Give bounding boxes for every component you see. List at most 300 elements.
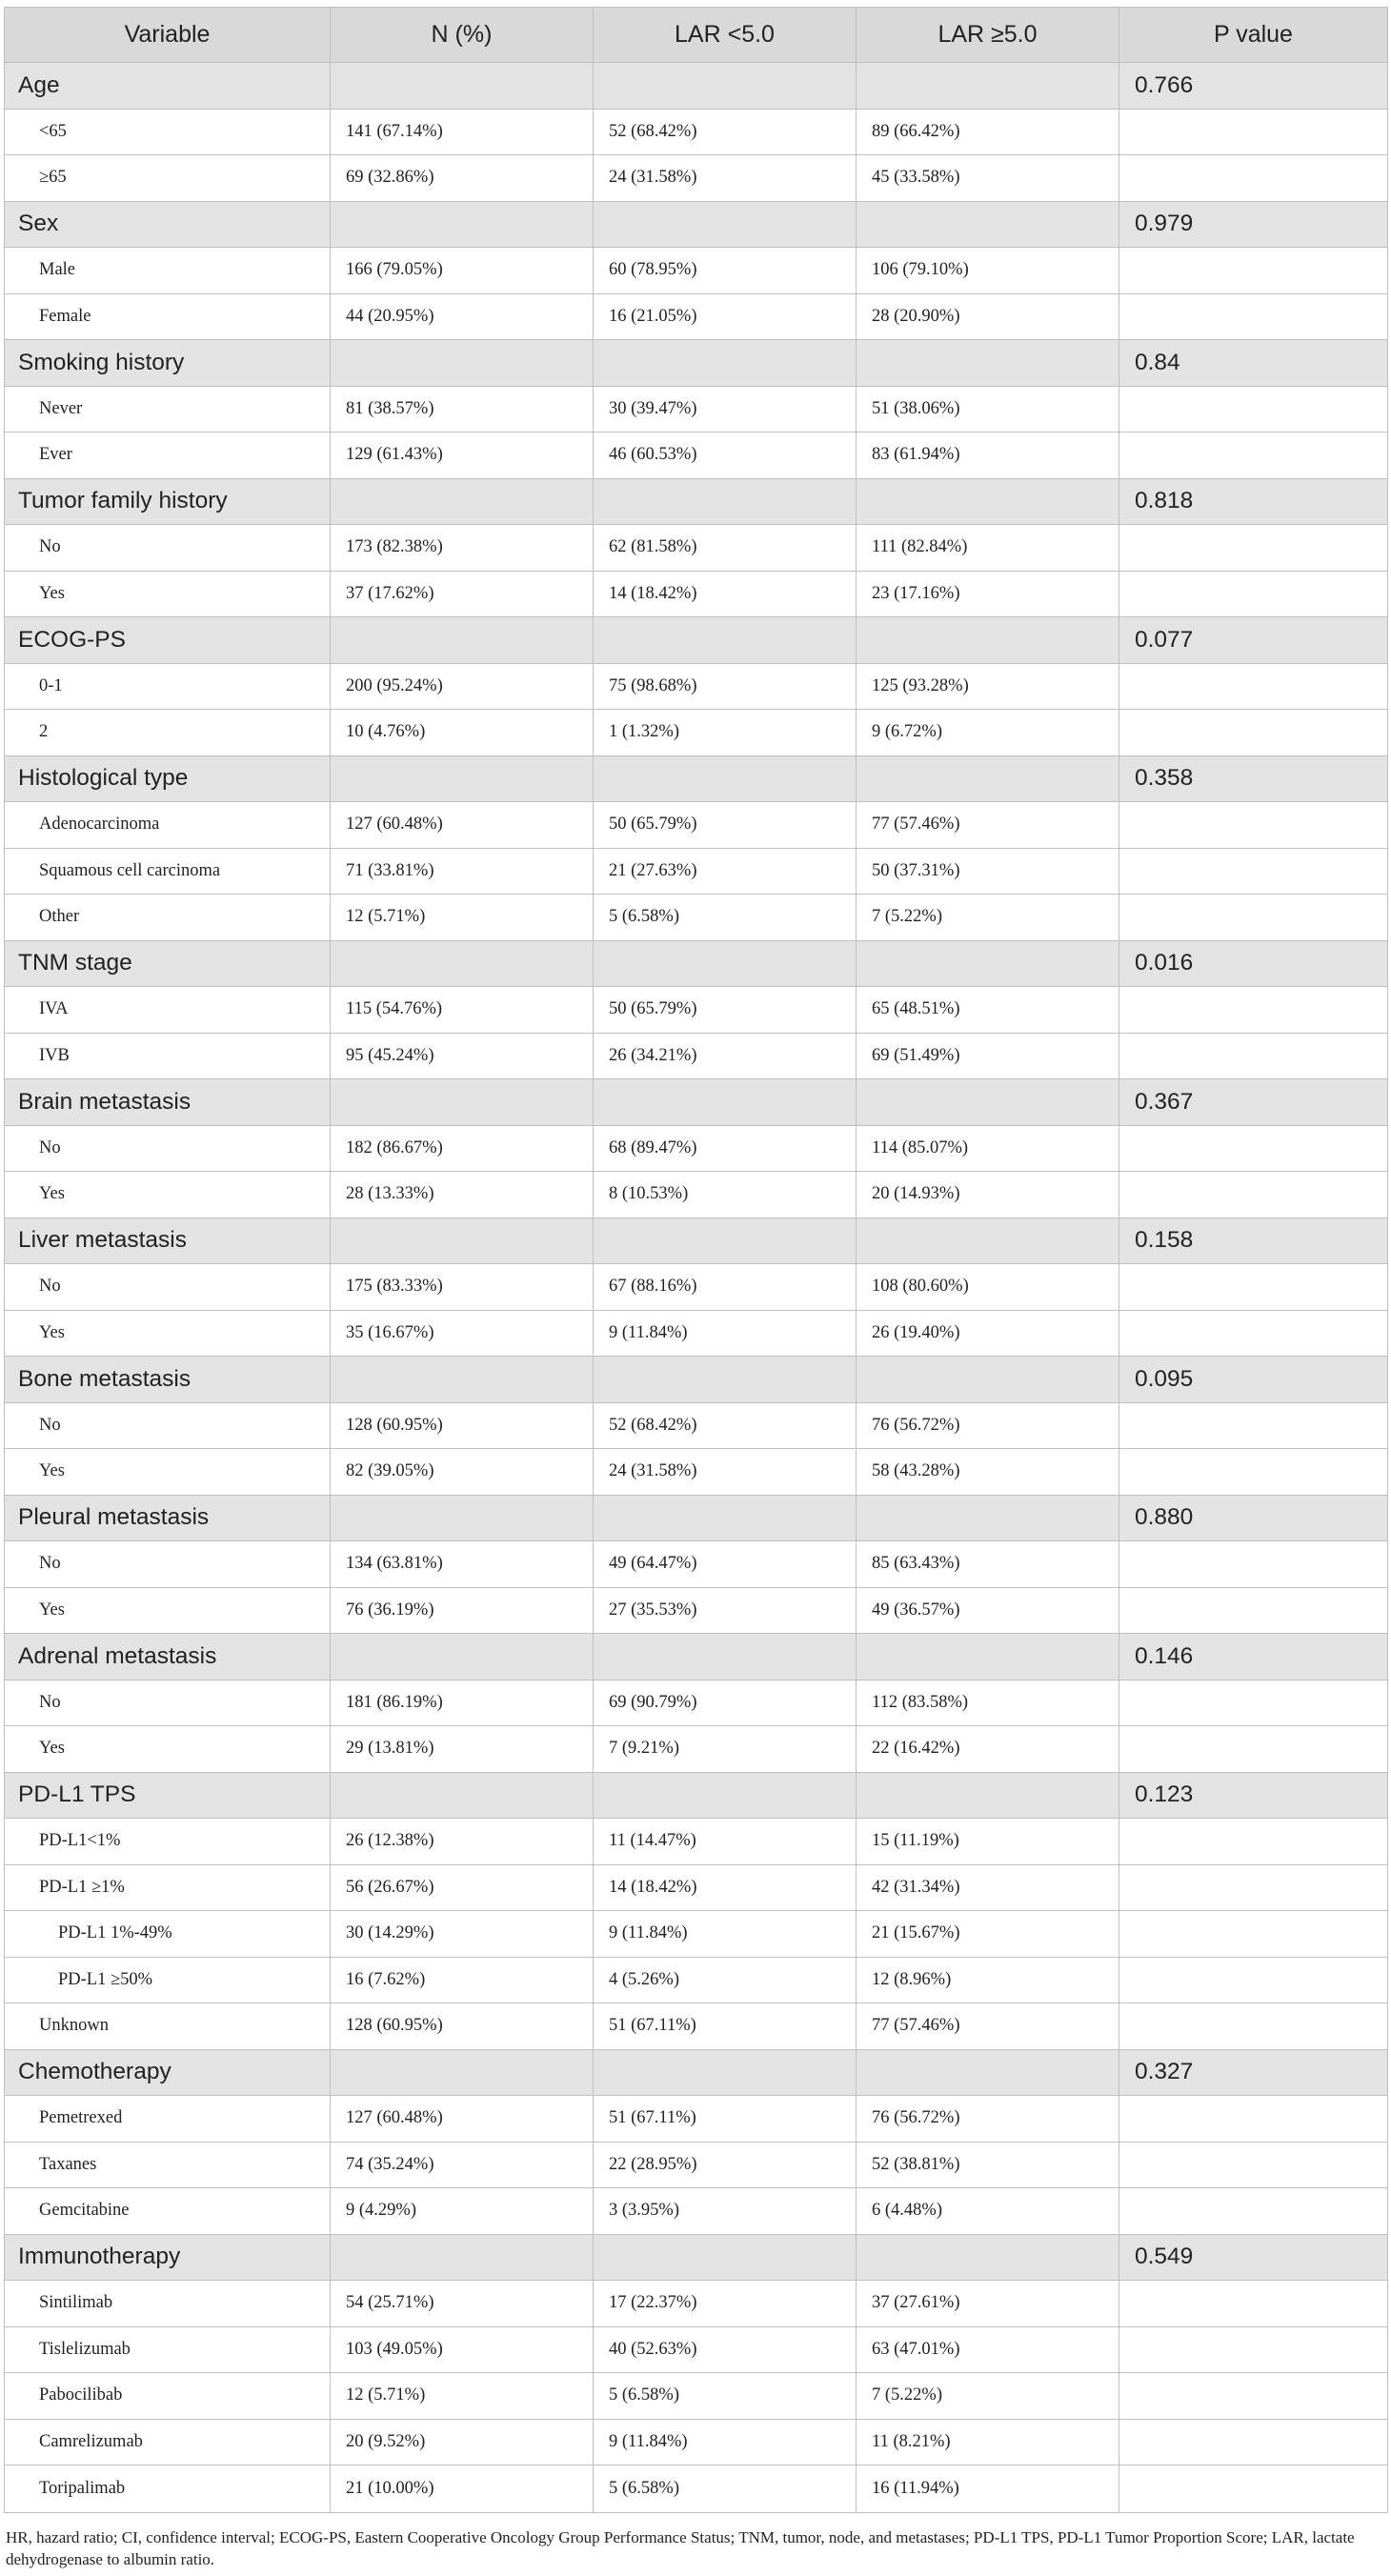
category-p-value: 0.358 <box>1119 755 1388 802</box>
row-n-percent: 56 (26.67%) <box>331 1864 594 1911</box>
row-p-value <box>1119 663 1388 710</box>
row-lar-low: 69 (90.79%) <box>594 1680 857 1726</box>
table-row <box>5 386 1388 433</box>
row-lar-high: 45 (33.58%) <box>857 155 1119 202</box>
row-label: PD-L1<1% <box>5 1819 331 1865</box>
row-label: Yes <box>5 1726 331 1773</box>
row-p-value <box>1119 1449 1388 1496</box>
row-label: IVB <box>5 1033 331 1079</box>
row-n-percent: 200 (95.24%) <box>331 663 594 710</box>
category-lar-high-cell <box>857 1357 1119 1403</box>
category-lar-high-cell <box>857 755 1119 802</box>
row-label: Camrelizumab <box>5 2419 331 2465</box>
category-n-cell <box>331 1634 594 1680</box>
row-label: Sintilimab <box>5 2281 331 2327</box>
row-p-value <box>1119 1957 1388 2003</box>
row-p-value <box>1119 386 1388 433</box>
table-row <box>5 2003 1388 2050</box>
category-row <box>5 478 1388 525</box>
row-lar-high: 83 (61.94%) <box>857 433 1119 479</box>
table-row <box>5 1911 1388 1958</box>
row-n-percent: 175 (83.33%) <box>331 1264 594 1311</box>
header-lar-high: LAR ≥5.0 <box>857 8 1119 63</box>
category-p-value: 0.123 <box>1119 1772 1388 1819</box>
table-row <box>5 1033 1388 1079</box>
category-row <box>5 63 1388 110</box>
row-label: Other <box>5 895 331 941</box>
category-lar-low-cell <box>594 1495 857 1541</box>
table-body <box>5 63 1388 2513</box>
table-row <box>5 1125 1388 1172</box>
row-label: Yes <box>5 1310 331 1357</box>
row-n-percent: 95 (45.24%) <box>331 1033 594 1079</box>
category-n-cell <box>331 1218 594 1264</box>
category-p-value: 0.327 <box>1119 2049 1388 2096</box>
category-n-cell <box>331 1772 594 1819</box>
row-lar-high: 42 (31.34%) <box>857 1864 1119 1911</box>
row-label: Male <box>5 248 331 294</box>
header-variable: Variable <box>5 8 331 63</box>
row-n-percent: 127 (60.48%) <box>331 2096 594 2143</box>
row-lar-high: 108 (80.60%) <box>857 1264 1119 1311</box>
row-n-percent: 35 (16.67%) <box>331 1310 594 1357</box>
row-label: Gemcitabine <box>5 2188 331 2235</box>
row-label: Ever <box>5 433 331 479</box>
row-n-percent: 128 (60.95%) <box>331 2003 594 2050</box>
row-n-percent: 141 (67.14%) <box>331 109 594 155</box>
row-p-value <box>1119 293 1388 340</box>
row-lar-low: 14 (18.42%) <box>594 571 857 617</box>
table-row <box>5 1402 1388 1449</box>
category-lar-low-cell <box>594 1079 857 1126</box>
row-n-percent: 76 (36.19%) <box>331 1587 594 1634</box>
row-n-percent: 127 (60.48%) <box>331 802 594 849</box>
category-n-cell <box>331 478 594 525</box>
row-p-value <box>1119 848 1388 895</box>
category-row <box>5 617 1388 664</box>
row-lar-low: 68 (89.47%) <box>594 1125 857 1172</box>
category-n-cell <box>331 2049 594 2096</box>
row-lar-high: 52 (38.81%) <box>857 2142 1119 2188</box>
row-lar-high: 85 (63.43%) <box>857 1541 1119 1588</box>
category-p-value: 0.146 <box>1119 1634 1388 1680</box>
category-lar-high-cell <box>857 63 1119 110</box>
category-lar-low-cell <box>594 1357 857 1403</box>
row-lar-low: 49 (64.47%) <box>594 1541 857 1588</box>
row-p-value <box>1119 1402 1388 1449</box>
header-lar-low: LAR <5.0 <box>594 8 857 63</box>
table-row <box>5 1726 1388 1773</box>
row-n-percent: 103 (49.05%) <box>331 2326 594 2373</box>
category-lar-low-cell <box>594 617 857 664</box>
row-p-value <box>1119 2188 1388 2235</box>
category-lar-low-cell <box>594 755 857 802</box>
row-lar-low: 22 (28.95%) <box>594 2142 857 2188</box>
row-label: ≥65 <box>5 155 331 202</box>
row-p-value <box>1119 1911 1388 1958</box>
table-row <box>5 2326 1388 2373</box>
table-row <box>5 2419 1388 2465</box>
category-p-value: 0.367 <box>1119 1079 1388 1126</box>
row-lar-low: 51 (67.11%) <box>594 2003 857 2050</box>
category-lar-high-cell <box>857 478 1119 525</box>
row-n-percent: 181 (86.19%) <box>331 1680 594 1726</box>
category-p-value: 0.880 <box>1119 1495 1388 1541</box>
table-row <box>5 293 1388 340</box>
category-n-cell <box>331 340 594 387</box>
row-lar-low: 50 (65.79%) <box>594 802 857 849</box>
row-lar-low: 60 (78.95%) <box>594 248 857 294</box>
category-p-value: 0.84 <box>1119 340 1388 387</box>
row-n-percent: 10 (4.76%) <box>331 710 594 756</box>
category-lar-low-cell <box>594 201 857 248</box>
row-lar-low: 50 (65.79%) <box>594 987 857 1034</box>
table-row <box>5 2188 1388 2235</box>
row-p-value <box>1119 710 1388 756</box>
row-lar-low: 26 (34.21%) <box>594 1033 857 1079</box>
row-n-percent: 69 (32.86%) <box>331 155 594 202</box>
row-p-value <box>1119 2326 1388 2373</box>
row-lar-high: 50 (37.31%) <box>857 848 1119 895</box>
category-lar-high-cell <box>857 1495 1119 1541</box>
row-p-value <box>1119 987 1388 1034</box>
row-lar-high: 76 (56.72%) <box>857 1402 1119 1449</box>
row-n-percent: 26 (12.38%) <box>331 1819 594 1865</box>
table-row <box>5 1449 1388 1496</box>
row-p-value <box>1119 2281 1388 2327</box>
table-row <box>5 248 1388 294</box>
row-p-value <box>1119 1864 1388 1911</box>
row-label: No <box>5 1264 331 1311</box>
row-lar-high: 77 (57.46%) <box>857 802 1119 849</box>
row-lar-high: 114 (85.07%) <box>857 1125 1119 1172</box>
category-row <box>5 1772 1388 1819</box>
category-n-cell <box>331 1495 594 1541</box>
row-p-value <box>1119 802 1388 849</box>
row-lar-low: 17 (22.37%) <box>594 2281 857 2327</box>
row-p-value <box>1119 1726 1388 1773</box>
row-lar-high: 7 (5.22%) <box>857 2373 1119 2420</box>
category-row <box>5 1495 1388 1541</box>
row-lar-high: 106 (79.10%) <box>857 248 1119 294</box>
row-label: Yes <box>5 571 331 617</box>
category-lar-low-cell <box>594 2234 857 2281</box>
row-label: No <box>5 1125 331 1172</box>
row-n-percent: 37 (17.62%) <box>331 571 594 617</box>
table-row <box>5 663 1388 710</box>
row-lar-high: 7 (5.22%) <box>857 895 1119 941</box>
row-p-value <box>1119 1587 1388 1634</box>
row-lar-low: 3 (3.95%) <box>594 2188 857 2235</box>
row-lar-low: 5 (6.58%) <box>594 2465 857 2513</box>
row-p-value <box>1119 248 1388 294</box>
category-row <box>5 340 1388 387</box>
row-n-percent: 20 (9.52%) <box>331 2419 594 2465</box>
category-lar-low-cell <box>594 1218 857 1264</box>
row-lar-high: 77 (57.46%) <box>857 2003 1119 2050</box>
row-lar-high: 49 (36.57%) <box>857 1587 1119 1634</box>
row-lar-high: 15 (11.19%) <box>857 1819 1119 1865</box>
row-n-percent: 21 (10.00%) <box>331 2465 594 2513</box>
row-p-value <box>1119 895 1388 941</box>
category-lar-high-cell <box>857 1634 1119 1680</box>
category-lar-high-cell <box>857 201 1119 248</box>
category-lar-low-cell <box>594 2049 857 2096</box>
category-lar-high-cell <box>857 940 1119 987</box>
category-p-value: 0.077 <box>1119 617 1388 664</box>
category-lar-low-cell <box>594 63 857 110</box>
category-label: TNM stage <box>5 940 331 987</box>
row-p-value <box>1119 2465 1388 2513</box>
row-n-percent: 82 (39.05%) <box>331 1449 594 1496</box>
row-lar-high: 28 (20.90%) <box>857 293 1119 340</box>
table-row <box>5 1264 1388 1311</box>
row-lar-low: 62 (81.58%) <box>594 525 857 572</box>
table-row <box>5 1957 1388 2003</box>
category-label: Adrenal metastasis <box>5 1634 331 1680</box>
row-p-value <box>1119 433 1388 479</box>
category-lar-high-cell <box>857 2234 1119 2281</box>
row-p-value <box>1119 2142 1388 2188</box>
row-n-percent: 16 (7.62%) <box>331 1957 594 2003</box>
category-lar-high-cell <box>857 617 1119 664</box>
row-label: Yes <box>5 1449 331 1496</box>
table-row <box>5 525 1388 572</box>
row-label: Taxanes <box>5 2142 331 2188</box>
row-label: Adenocarcinoma <box>5 802 331 849</box>
row-label: IVA <box>5 987 331 1034</box>
row-lar-low: 11 (14.47%) <box>594 1819 857 1865</box>
row-n-percent: 134 (63.81%) <box>331 1541 594 1588</box>
row-label: Unknown <box>5 2003 331 2050</box>
table-row <box>5 2373 1388 2420</box>
row-lar-high: 112 (83.58%) <box>857 1680 1119 1726</box>
category-row <box>5 1218 1388 1264</box>
category-n-cell <box>331 1079 594 1126</box>
row-lar-low: 46 (60.53%) <box>594 433 857 479</box>
row-n-percent: 54 (25.71%) <box>331 2281 594 2327</box>
row-label: PD-L1 ≥1% <box>5 1864 331 1911</box>
table-row <box>5 1819 1388 1865</box>
category-row <box>5 940 1388 987</box>
row-p-value <box>1119 2003 1388 2050</box>
table-row <box>5 109 1388 155</box>
row-lar-high: 11 (8.21%) <box>857 2419 1119 2465</box>
row-label: No <box>5 1541 331 1588</box>
category-lar-low-cell <box>594 1772 857 1819</box>
row-p-value <box>1119 1033 1388 1079</box>
row-p-value <box>1119 1541 1388 1588</box>
header-n-percent: N (%) <box>331 8 594 63</box>
table-row <box>5 433 1388 479</box>
row-p-value <box>1119 1680 1388 1726</box>
row-lar-high: 26 (19.40%) <box>857 1310 1119 1357</box>
table-row <box>5 155 1388 202</box>
row-label: 0-1 <box>5 663 331 710</box>
category-n-cell <box>331 63 594 110</box>
category-label: Smoking history <box>5 340 331 387</box>
row-lar-high: 111 (82.84%) <box>857 525 1119 572</box>
row-label: PD-L1 ≥50% <box>5 1957 331 2003</box>
row-label: Never <box>5 386 331 433</box>
row-p-value <box>1119 1172 1388 1218</box>
table-row <box>5 2096 1388 2143</box>
row-lar-high: 69 (51.49%) <box>857 1033 1119 1079</box>
category-lar-low-cell <box>594 1634 857 1680</box>
row-n-percent: 12 (5.71%) <box>331 2373 594 2420</box>
row-label: Female <box>5 293 331 340</box>
category-label: Bone metastasis <box>5 1357 331 1403</box>
row-p-value <box>1119 571 1388 617</box>
category-lar-high-cell <box>857 340 1119 387</box>
row-label: PD-L1 1%-49% <box>5 1911 331 1958</box>
row-n-percent: 44 (20.95%) <box>331 293 594 340</box>
table-row <box>5 802 1388 849</box>
row-lar-high: 22 (16.42%) <box>857 1726 1119 1773</box>
row-lar-low: 8 (10.53%) <box>594 1172 857 1218</box>
row-label: Yes <box>5 1172 331 1218</box>
row-p-value <box>1119 1310 1388 1357</box>
row-label: No <box>5 1680 331 1726</box>
row-n-percent: 28 (13.33%) <box>331 1172 594 1218</box>
category-n-cell <box>331 755 594 802</box>
row-p-value <box>1119 525 1388 572</box>
row-n-percent: 115 (54.76%) <box>331 987 594 1034</box>
table-footnote: HR, hazard ratio; CI, confidence interval; ECOG-PS, Eastern Cooperative Oncology Group Performance Status; TNM, tumor, node, and metastases; PD-L1 TPS, PD-L1 Tumor Proportion Score; LAR, lactate dehydrogenase to albumin ratio. <box>6 2528 1355 2568</box>
category-label: ECOG-PS <box>5 617 331 664</box>
row-p-value <box>1119 2373 1388 2420</box>
row-lar-high: 37 (27.61%) <box>857 2281 1119 2327</box>
row-lar-low: 21 (27.63%) <box>594 848 857 895</box>
row-n-percent: 182 (86.67%) <box>331 1125 594 1172</box>
category-row <box>5 201 1388 248</box>
category-row <box>5 1079 1388 1126</box>
row-lar-low: 30 (39.47%) <box>594 386 857 433</box>
category-p-value: 0.766 <box>1119 63 1388 110</box>
category-lar-low-cell <box>594 340 857 387</box>
row-lar-low: 24 (31.58%) <box>594 1449 857 1496</box>
row-n-percent: 29 (13.81%) <box>331 1726 594 1773</box>
row-lar-high: 65 (48.51%) <box>857 987 1119 1034</box>
category-row <box>5 1357 1388 1403</box>
row-p-value <box>1119 1264 1388 1311</box>
category-label: Age <box>5 63 331 110</box>
row-n-percent: 30 (14.29%) <box>331 1911 594 1958</box>
row-lar-high: 89 (66.42%) <box>857 109 1119 155</box>
table-row <box>5 895 1388 941</box>
table-row <box>5 1172 1388 1218</box>
row-label: Tislelizumab <box>5 2326 331 2373</box>
row-lar-high: 58 (43.28%) <box>857 1449 1119 1496</box>
row-lar-low: 16 (21.05%) <box>594 293 857 340</box>
row-lar-high: 21 (15.67%) <box>857 1911 1119 1958</box>
row-n-percent: 71 (33.81%) <box>331 848 594 895</box>
row-n-percent: 128 (60.95%) <box>331 1402 594 1449</box>
row-n-percent: 9 (4.29%) <box>331 2188 594 2235</box>
row-label: <65 <box>5 109 331 155</box>
row-lar-high: 63 (47.01%) <box>857 2326 1119 2373</box>
row-label: No <box>5 1402 331 1449</box>
row-lar-low: 1 (1.32%) <box>594 710 857 756</box>
category-lar-high-cell <box>857 1218 1119 1264</box>
row-lar-high: 23 (17.16%) <box>857 571 1119 617</box>
row-p-value <box>1119 1125 1388 1172</box>
category-label: Sex <box>5 201 331 248</box>
row-lar-low: 9 (11.84%) <box>594 1310 857 1357</box>
row-lar-high: 51 (38.06%) <box>857 386 1119 433</box>
row-lar-high: 16 (11.94%) <box>857 2465 1119 2513</box>
category-label: Tumor family history <box>5 478 331 525</box>
row-lar-high: 20 (14.93%) <box>857 1172 1119 1218</box>
category-label: Immunotherapy <box>5 2234 331 2281</box>
table-row <box>5 1541 1388 1588</box>
category-row <box>5 2234 1388 2281</box>
row-lar-high: 6 (4.48%) <box>857 2188 1119 2235</box>
category-lar-low-cell <box>594 940 857 987</box>
row-p-value <box>1119 2419 1388 2465</box>
category-p-value: 0.095 <box>1119 1357 1388 1403</box>
row-lar-low: 52 (68.42%) <box>594 109 857 155</box>
row-lar-low: 51 (67.11%) <box>594 2096 857 2143</box>
category-label: Histological type <box>5 755 331 802</box>
row-lar-high: 125 (93.28%) <box>857 663 1119 710</box>
category-p-value: 0.979 <box>1119 201 1388 248</box>
row-label: 2 <box>5 710 331 756</box>
row-lar-low: 52 (68.42%) <box>594 1402 857 1449</box>
row-lar-low: 9 (11.84%) <box>594 1911 857 1958</box>
table-row <box>5 1310 1388 1357</box>
row-lar-low: 24 (31.58%) <box>594 155 857 202</box>
table-row <box>5 2142 1388 2188</box>
row-label: Pabocilibab <box>5 2373 331 2420</box>
row-lar-low: 5 (6.58%) <box>594 2373 857 2420</box>
row-lar-low: 9 (11.84%) <box>594 2419 857 2465</box>
row-label: Squamous cell carcinoma <box>5 848 331 895</box>
category-n-cell <box>331 617 594 664</box>
category-p-value: 0.158 <box>1119 1218 1388 1264</box>
category-label: Brain metastasis <box>5 1079 331 1126</box>
table-row <box>5 848 1388 895</box>
category-label: Liver metastasis <box>5 1218 331 1264</box>
row-n-percent: 12 (5.71%) <box>331 895 594 941</box>
row-lar-low: 14 (18.42%) <box>594 1864 857 1911</box>
category-label: Pleural metastasis <box>5 1495 331 1541</box>
category-row <box>5 755 1388 802</box>
category-lar-low-cell <box>594 478 857 525</box>
category-n-cell <box>331 940 594 987</box>
row-lar-low: 40 (52.63%) <box>594 2326 857 2373</box>
category-lar-high-cell <box>857 2049 1119 2096</box>
characteristics-table <box>4 7 1388 2513</box>
category-n-cell <box>331 1357 594 1403</box>
category-row <box>5 1634 1388 1680</box>
table-row <box>5 2281 1388 2327</box>
table-header-row <box>5 8 1388 63</box>
row-lar-low: 7 (9.21%) <box>594 1726 857 1773</box>
row-n-percent: 74 (35.24%) <box>331 2142 594 2188</box>
table-row <box>5 710 1388 756</box>
table-row <box>5 1864 1388 1911</box>
category-label: PD-L1 TPS <box>5 1772 331 1819</box>
category-p-value: 0.016 <box>1119 940 1388 987</box>
row-label: Yes <box>5 1587 331 1634</box>
row-lar-low: 27 (35.53%) <box>594 1587 857 1634</box>
category-row <box>5 2049 1388 2096</box>
row-label: Toripalimab <box>5 2465 331 2513</box>
row-lar-high: 76 (56.72%) <box>857 2096 1119 2143</box>
row-p-value <box>1119 2096 1388 2143</box>
row-p-value <box>1119 155 1388 202</box>
